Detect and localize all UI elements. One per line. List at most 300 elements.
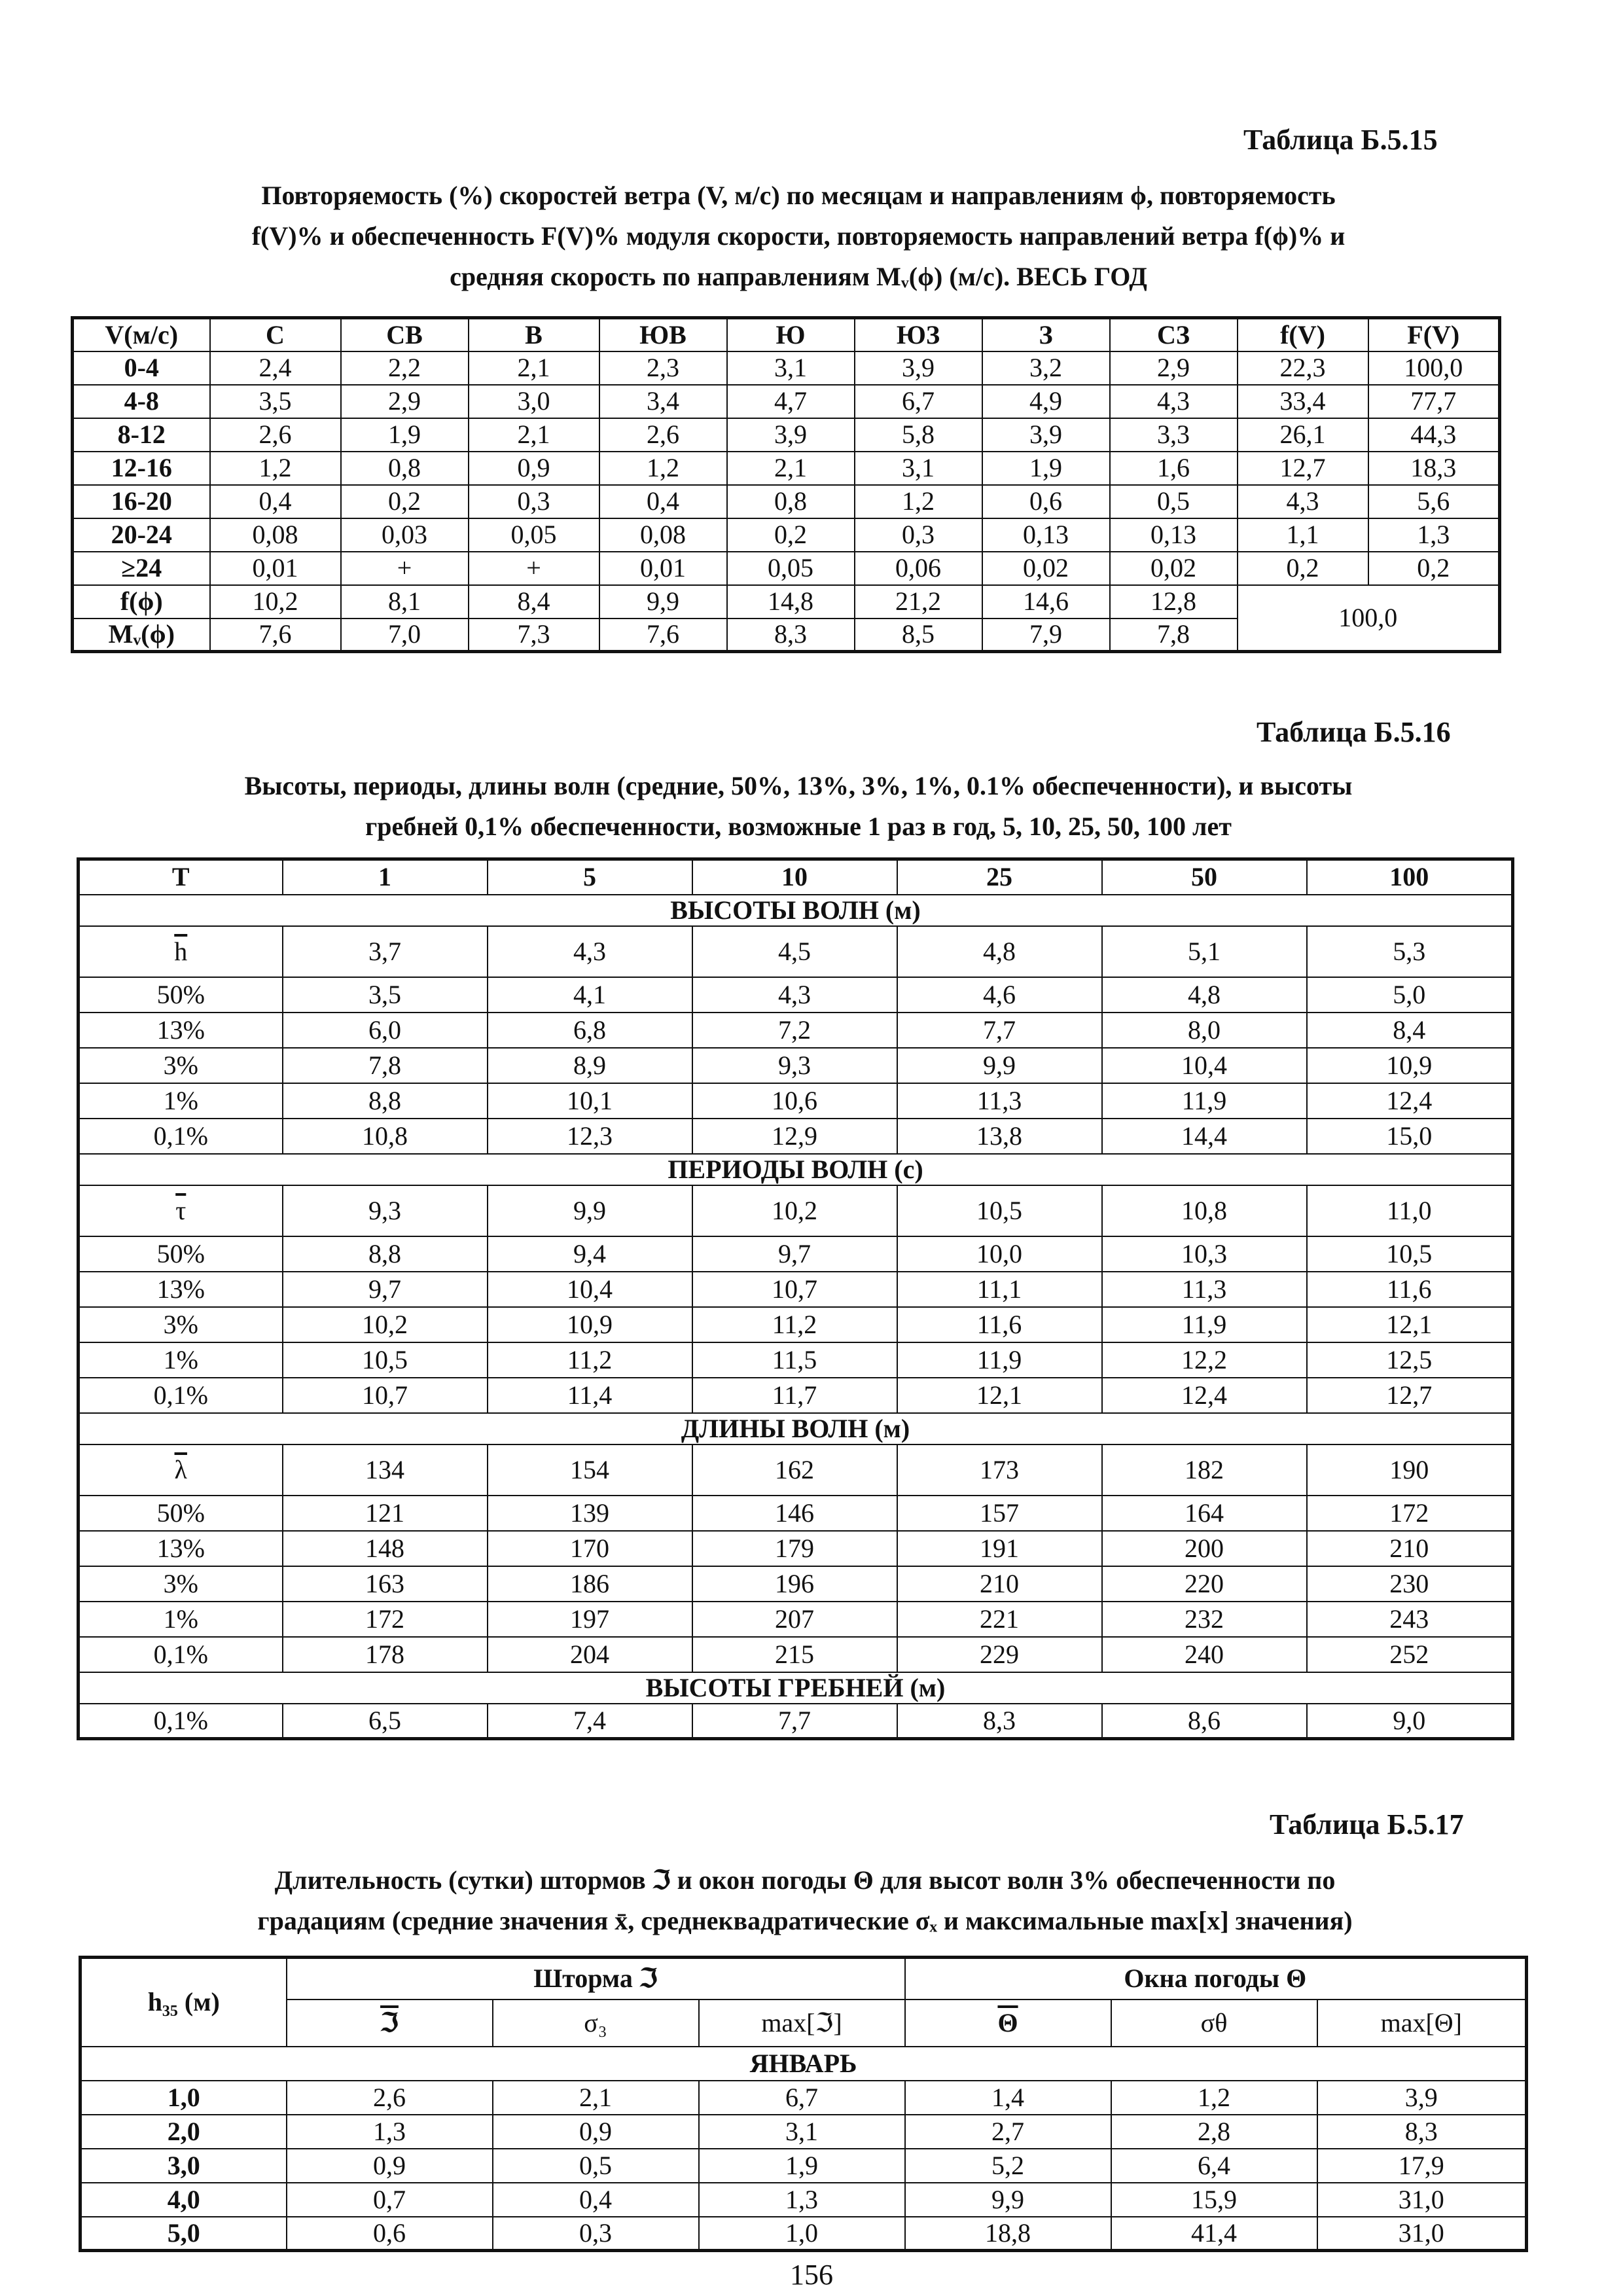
table-cell: 11,4 [488, 1378, 692, 1413]
table-cell: 1,3 [287, 2115, 493, 2149]
table-cell: 10,6 [692, 1083, 897, 1119]
month-title: ЯНВАРЬ [80, 2047, 1527, 2081]
table-17-label: Таблица Б.5.17 [1270, 1808, 1464, 1840]
table-cell: 12,7 [1307, 1378, 1513, 1413]
table-cell: 2,7 [905, 2115, 1111, 2149]
row-label: Mᵥ(ϕ) [73, 619, 210, 652]
table-cell: 31,0 [1317, 2217, 1527, 2251]
table-cell: 11,6 [1307, 1272, 1513, 1307]
table-row [79, 1272, 1513, 1307]
table-cell: 191 [897, 1531, 1102, 1566]
header-row [73, 318, 1500, 351]
table-cell: 9,9 [897, 1048, 1102, 1083]
table-cell: 100,0 [1368, 351, 1500, 385]
column-header: З [982, 318, 1110, 351]
table-cell: 121 [283, 1496, 488, 1531]
table-cell: 15,0 [1307, 1119, 1513, 1154]
table-cell: 14,8 [727, 585, 855, 619]
row-label: ≥24 [73, 552, 210, 585]
table-cell: 210 [1307, 1531, 1513, 1566]
table-cell: 0,7 [287, 2183, 493, 2217]
table-cell: 9,9 [599, 585, 727, 619]
table-cell: 33,4 [1238, 385, 1368, 418]
table-cell: 5,6 [1368, 485, 1500, 518]
caption-line: средняя скорость по направлениям Mᵥ(ϕ) (м/с). ВЕСЬ ГОД [450, 262, 1147, 291]
table-row [73, 351, 1500, 385]
table-15-label: Таблица Б.5.15 [1243, 124, 1438, 156]
table-cell: 10,0 [897, 1236, 1102, 1272]
table-cell: 21,2 [855, 585, 982, 619]
table-cell: 11,2 [692, 1307, 897, 1342]
table-cell: 10,5 [897, 1185, 1102, 1236]
table-cell: 0,06 [855, 552, 982, 585]
table-cell: 12,3 [488, 1119, 692, 1154]
table-row [79, 1083, 1513, 1119]
column-header: СЗ [1110, 318, 1238, 351]
row-label: 16-20 [73, 485, 210, 518]
column-header: ЮВ [599, 318, 727, 351]
table-cell: 1,6 [1110, 452, 1238, 485]
table-cell: 0,9 [493, 2115, 699, 2149]
column-header: F(V) [1368, 318, 1500, 351]
table-cell: 1,9 [982, 452, 1110, 485]
table-cell: 0,01 [210, 552, 341, 585]
table-cell: 0,13 [1110, 518, 1238, 552]
table-cell: 196 [692, 1566, 897, 1602]
table-cell: 0,6 [982, 485, 1110, 518]
table-cell: 11,6 [897, 1307, 1102, 1342]
row-label: 1% [79, 1342, 283, 1378]
table-cell: 3,9 [855, 351, 982, 385]
table-cell: 157 [897, 1496, 1102, 1531]
row-label: $\overline{h}$ [79, 926, 283, 977]
column-header: С [210, 318, 341, 351]
table-row [79, 926, 1513, 977]
table-cell: 3,4 [599, 385, 727, 418]
table-cell: 9,4 [488, 1236, 692, 1272]
table-cell: 3,2 [982, 351, 1110, 385]
row-label: 1% [79, 1602, 283, 1637]
sub-column-header: σθ [1111, 2000, 1317, 2047]
table-16-caption [79, 766, 1518, 847]
table-cell: 170 [488, 1531, 692, 1566]
table-cell: 0,13 [982, 518, 1110, 552]
caption-line: Повторяемость (%) скоростей ветра (V, м/с) по месяцам и направлениям ϕ, повторяемость [261, 181, 1336, 210]
table-cell: 252 [1307, 1637, 1513, 1672]
table-cell: 3,1 [727, 351, 855, 385]
table-row [79, 1342, 1513, 1378]
table-cell: 4,8 [1102, 977, 1307, 1013]
table-cell: 6,0 [283, 1013, 488, 1048]
table-cell: 8,4 [469, 585, 599, 619]
table-cell: 8,9 [488, 1048, 692, 1083]
row-label: 13% [79, 1531, 283, 1566]
table-cell: 2,2 [341, 351, 469, 385]
table-cell: 4,7 [727, 385, 855, 418]
table-cell: 10,7 [692, 1272, 897, 1307]
table-cell: 18,3 [1368, 452, 1500, 485]
table-cell: 204 [488, 1637, 692, 1672]
table-cell: 3,1 [699, 2115, 905, 2149]
f-phi-row [73, 585, 1500, 619]
row-label: 0,1% [79, 1637, 283, 1672]
table-cell: 172 [283, 1602, 488, 1637]
table-cell: 10,4 [1102, 1048, 1307, 1083]
table-cell: 10,3 [1102, 1236, 1307, 1272]
table-cell: 18,8 [905, 2217, 1111, 2251]
caption-line: гребней 0,1% обеспеченности, возможные 1 раз в год, 5, 10, 25, 50, 100 лет [365, 812, 1232, 841]
table-cell: 12,9 [692, 1119, 897, 1154]
table-cell: 3,9 [727, 418, 855, 452]
section-title-row [79, 1672, 1513, 1704]
column-header: 5 [488, 859, 692, 895]
table-cell: 4,8 [897, 926, 1102, 977]
table-cell: 1,9 [699, 2149, 905, 2183]
table-cell: 207 [692, 1602, 897, 1637]
table-cell: 11,2 [488, 1342, 692, 1378]
column-header: ЮЗ [855, 318, 982, 351]
table-cell: 5,2 [905, 2149, 1111, 2183]
table-cell: 10,7 [283, 1378, 488, 1413]
table-cell: 179 [692, 1531, 897, 1566]
table-cell: 9,0 [1307, 1704, 1513, 1739]
row-label: 3% [79, 1566, 283, 1602]
table-cell: 2,8 [1111, 2115, 1317, 2149]
section-title: ДЛИНЫ ВОЛН (м) [79, 1413, 1513, 1444]
table-cell: 173 [897, 1444, 1102, 1496]
header-row [80, 1958, 1527, 2000]
table-cell: 10,8 [1102, 1185, 1307, 1236]
table-row [79, 1185, 1513, 1236]
table-cell: 8,3 [727, 619, 855, 652]
table-cell: 229 [897, 1637, 1102, 1672]
table-cell: 1,2 [599, 452, 727, 485]
table-cell: 8,8 [283, 1236, 488, 1272]
table-cell: 146 [692, 1496, 897, 1531]
sub-column-header: σ₃ [493, 2000, 699, 2047]
table-cell: 3,7 [283, 926, 488, 977]
row-label: 0,1% [79, 1704, 283, 1739]
table-row [80, 2081, 1527, 2115]
sub-header-row [80, 2000, 1527, 2047]
row-label: 3% [79, 1048, 283, 1083]
table-cell: 0,4 [210, 485, 341, 518]
page-number: 156 [790, 2259, 833, 2291]
table-cell: 3,9 [1317, 2081, 1527, 2115]
table-cell: 215 [692, 1637, 897, 1672]
storms-header: Шторма ℑ [287, 1958, 905, 2000]
table-cell: 7,7 [897, 1013, 1102, 1048]
table-row [79, 1531, 1513, 1566]
table-row [79, 1637, 1513, 1672]
table-cell: 8,8 [283, 1083, 488, 1119]
table-cell: 1,4 [905, 2081, 1111, 2115]
table-cell: 3,5 [283, 977, 488, 1013]
windows-header: Окна погоды Θ [905, 1958, 1527, 2000]
table-cell: 26,1 [1238, 418, 1368, 452]
table-row [79, 1602, 1513, 1637]
section-title: ВЫСОТЫ ВОЛН (м) [79, 895, 1513, 926]
table-row [73, 452, 1500, 485]
row-label: 8-12 [73, 418, 210, 452]
column-header: V(м/с) [73, 318, 210, 351]
table-cell: 0,5 [493, 2149, 699, 2183]
row-label: 4-8 [73, 385, 210, 418]
table-cell: 7,8 [283, 1048, 488, 1083]
table-cell: 77,7 [1368, 385, 1500, 418]
table-cell: 11,7 [692, 1378, 897, 1413]
table-cell: 4,3 [1110, 385, 1238, 418]
table-cell: 7,2 [692, 1013, 897, 1048]
table-cell: 10,2 [692, 1185, 897, 1236]
table-cell: 6,5 [283, 1704, 488, 1739]
table-cell: 8,6 [1102, 1704, 1307, 1739]
table-cell: 0,3 [469, 485, 599, 518]
table-row [79, 1013, 1513, 1048]
table-cell: 9,7 [283, 1272, 488, 1307]
row-label: f(ϕ) [73, 585, 210, 619]
table-cell: 186 [488, 1566, 692, 1602]
table-cell: 10,4 [488, 1272, 692, 1307]
table-cell: 6,7 [855, 385, 982, 418]
table-cell: 0,5 [1110, 485, 1238, 518]
row-label: 1% [79, 1083, 283, 1119]
table-cell: 2,4 [210, 351, 341, 385]
sub-column-header: ℑ [287, 2000, 493, 2047]
table-cell: 7,0 [341, 619, 469, 652]
table-cell: 210 [897, 1566, 1102, 1602]
table-cell: 17,9 [1317, 2149, 1527, 2183]
row-label: 12-16 [73, 452, 210, 485]
table-cell: 1,3 [699, 2183, 905, 2217]
table-cell: 5,0 [1307, 977, 1513, 1013]
table-cell: 11,1 [897, 1272, 1102, 1307]
caption-line: Длительность (сутки) штормов ℑ и окон погоды Θ для высот волн 3% обеспеченности по [274, 1865, 1336, 1895]
table-row [73, 418, 1500, 452]
table-cell: 3,5 [210, 385, 341, 418]
table-cell: 6,7 [699, 2081, 905, 2115]
table-cell: 2,6 [210, 418, 341, 452]
column-header: СВ [341, 318, 469, 351]
table-cell: 10,1 [488, 1083, 692, 1119]
table-cell: 10,9 [488, 1307, 692, 1342]
table-17-caption [79, 1860, 1531, 1941]
table-cell: 31,0 [1317, 2183, 1527, 2217]
table-15 [71, 316, 1501, 653]
table-cell: 0,05 [469, 518, 599, 552]
table-cell: 4,3 [692, 977, 897, 1013]
row-label: 0,1% [79, 1378, 283, 1413]
table-cell: 12,2 [1102, 1342, 1307, 1378]
table-cell: 11,3 [897, 1083, 1102, 1119]
table-row [79, 977, 1513, 1013]
table-cell: 2,1 [493, 2081, 699, 2115]
table-cell: 3,9 [982, 418, 1110, 452]
table-cell: 7,3 [469, 619, 599, 652]
table-cell: 4,5 [692, 926, 897, 977]
table-cell: 182 [1102, 1444, 1307, 1496]
table-cell: 4,3 [1238, 485, 1368, 518]
table-cell: 12,5 [1307, 1342, 1513, 1378]
table-cell: 2,1 [469, 351, 599, 385]
table-cell: 0,2 [1238, 552, 1368, 585]
table-cell: 10,9 [1307, 1048, 1513, 1083]
table-cell: 5,8 [855, 418, 982, 452]
column-header: f(V) [1238, 318, 1368, 351]
table-cell: 11,9 [897, 1342, 1102, 1378]
section-title-row [79, 895, 1513, 926]
table-cell: 2,9 [341, 385, 469, 418]
table-cell: 10,2 [210, 585, 341, 619]
table-cell: 4,1 [488, 977, 692, 1013]
table-cell: 1,2 [1111, 2081, 1317, 2115]
table-row [79, 1236, 1513, 1272]
table-cell: 2,9 [1110, 351, 1238, 385]
table-cell: 3,0 [469, 385, 599, 418]
table-cell: 8,1 [341, 585, 469, 619]
row-label: 3% [79, 1307, 283, 1342]
table-cell: 11,9 [1102, 1083, 1307, 1119]
sub-column-header: max[ℑ] [699, 2000, 905, 2047]
table-cell: 0,4 [493, 2183, 699, 2217]
table-cell: 230 [1307, 1566, 1513, 1602]
table-cell: 0,08 [210, 518, 341, 552]
table-cell: 0,01 [599, 552, 727, 585]
table-cell: 0,03 [341, 518, 469, 552]
table-cell: 163 [283, 1566, 488, 1602]
row-label: 50% [79, 977, 283, 1013]
table-15-caption [79, 175, 1518, 297]
row-label: 13% [79, 1013, 283, 1048]
row-label: 20-24 [73, 518, 210, 552]
table-cell: 2,6 [599, 418, 727, 452]
table-cell: 1,9 [341, 418, 469, 452]
table-cell: 1,2 [210, 452, 341, 485]
table-cell: 0,02 [982, 552, 1110, 585]
table-cell: 162 [692, 1444, 897, 1496]
table-cell: 12,1 [1307, 1307, 1513, 1342]
table-cell: 11,0 [1307, 1185, 1513, 1236]
table-cell: 134 [283, 1444, 488, 1496]
table-cell: 8,3 [897, 1704, 1102, 1739]
column-header: 25 [897, 859, 1102, 895]
table-cell: 22,3 [1238, 351, 1368, 385]
table-cell: 7,6 [210, 619, 341, 652]
table-cell: 9,9 [488, 1185, 692, 1236]
caption-line: f(V)% и обеспеченность F(V)% модуля скорости, повторяемость направлений ветра f(ϕ)% и [251, 221, 1346, 251]
table-row [80, 2149, 1527, 2183]
table-cell: 0,9 [469, 452, 599, 485]
table-cell: 10,5 [283, 1342, 488, 1378]
table-row [80, 2183, 1527, 2217]
row-label: 50% [79, 1496, 283, 1531]
column-header: Ю [727, 318, 855, 351]
table-cell: 9,7 [692, 1236, 897, 1272]
table-cell: 3,1 [855, 452, 982, 485]
table-cell: 0,8 [727, 485, 855, 518]
table-cell: 0,2 [1368, 552, 1500, 585]
table-cell: 12,1 [897, 1378, 1102, 1413]
table-row [73, 385, 1500, 418]
table-cell: 0,2 [727, 518, 855, 552]
table-cell: 190 [1307, 1444, 1513, 1496]
table-cell: 0,05 [727, 552, 855, 585]
table-cell: 41,4 [1111, 2217, 1317, 2251]
table-cell: 0,9 [287, 2149, 493, 2183]
table-cell: 200 [1102, 1531, 1307, 1566]
total-cell: 100,0 [1238, 585, 1500, 652]
section-title: ВЫСОТЫ ГРЕБНЕЙ (м) [79, 1672, 1513, 1704]
row-label: 50% [79, 1236, 283, 1272]
sub-column-header: max[Θ] [1317, 2000, 1527, 2047]
h-column-header: h₃₅ (м) [80, 1958, 287, 2047]
table-cell: 0,6 [287, 2217, 493, 2251]
table-cell: 148 [283, 1531, 488, 1566]
table-cell: 8,0 [1102, 1013, 1307, 1048]
table-cell: 11,5 [692, 1342, 897, 1378]
table-cell: + [341, 552, 469, 585]
table-cell: 1,1 [1238, 518, 1368, 552]
table-cell: 7,7 [692, 1704, 897, 1739]
table-cell: + [469, 552, 599, 585]
table-row [79, 1704, 1513, 1739]
table-row [79, 1307, 1513, 1342]
table-cell: 4,6 [897, 977, 1102, 1013]
table-cell: 1,2 [855, 485, 982, 518]
table-cell: 8,5 [855, 619, 982, 652]
row-label: $\overline{\lambda}$ [79, 1444, 283, 1496]
table-cell: 13,8 [897, 1119, 1102, 1154]
table-cell: 220 [1102, 1566, 1307, 1602]
table-cell: 1,0 [699, 2217, 905, 2251]
row-label: 4,0 [80, 2183, 287, 2217]
table-row [79, 1378, 1513, 1413]
table-cell: 8,4 [1307, 1013, 1513, 1048]
table-cell: 9,3 [692, 1048, 897, 1083]
table-cell: 12,7 [1238, 452, 1368, 485]
row-label: 1,0 [80, 2081, 287, 2115]
table-row [79, 1444, 1513, 1496]
header-row [79, 859, 1513, 895]
table-cell: 11,3 [1102, 1272, 1307, 1307]
table-cell: 2,1 [727, 452, 855, 485]
sub-column-header: $\overline{\Theta}$ [905, 2000, 1111, 2047]
table-cell: 0,02 [1110, 552, 1238, 585]
section-title-row [79, 1413, 1513, 1444]
column-header: T [79, 859, 283, 895]
table-cell: 172 [1307, 1496, 1513, 1531]
table-row [80, 2115, 1527, 2149]
table-cell: 9,9 [905, 2183, 1111, 2217]
column-header: В [469, 318, 599, 351]
caption-line: Высоты, периоды, длины волн (средние, 50%, 13%, 3%, 1%, 0.1% обеспеченности), и высоты [244, 771, 1353, 800]
table-cell: 197 [488, 1602, 692, 1637]
table-cell: 5,3 [1307, 926, 1513, 977]
column-header: 10 [692, 859, 897, 895]
table-row [79, 1048, 1513, 1083]
row-label: 0,1% [79, 1119, 283, 1154]
table-cell: 9,3 [283, 1185, 488, 1236]
month-row [80, 2047, 1527, 2081]
table-cell: 11,9 [1102, 1307, 1307, 1342]
table-cell: 5,1 [1102, 926, 1307, 977]
table-cell: 6,8 [488, 1013, 692, 1048]
table-cell: 139 [488, 1496, 692, 1531]
row-label: 13% [79, 1272, 283, 1307]
table-cell: 2,3 [599, 351, 727, 385]
table-cell: 12,4 [1102, 1378, 1307, 1413]
table-cell: 4,9 [982, 385, 1110, 418]
